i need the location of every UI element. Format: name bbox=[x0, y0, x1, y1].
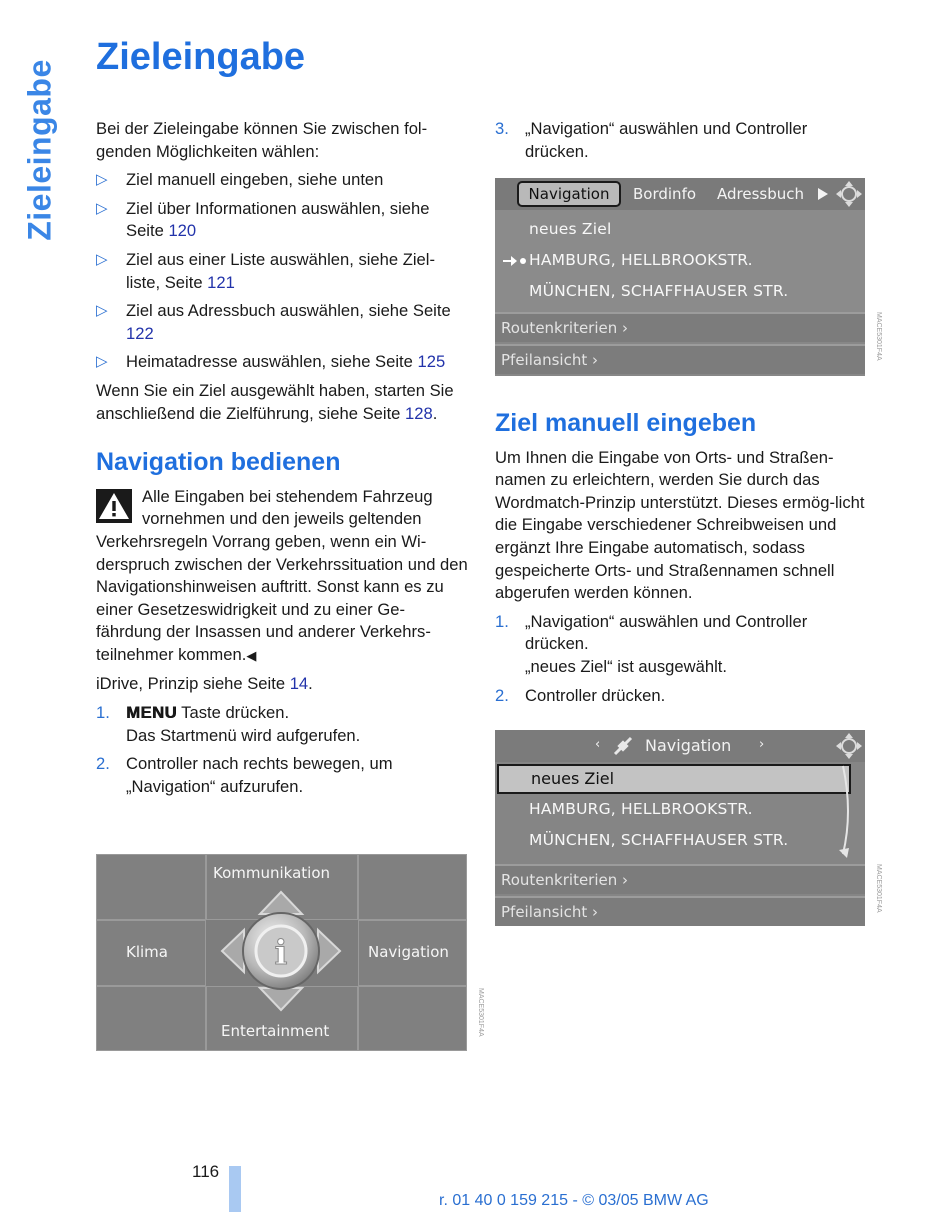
page-link[interactable]: 125 bbox=[417, 352, 446, 372]
list-item-muenchen: MÜNCHEN, SCHAFFHAUSER STR. bbox=[529, 831, 789, 849]
right-column bbox=[495, 118, 867, 169]
list-item: ▷ Ziel manuell eingeben, siehe unten bbox=[96, 169, 468, 192]
bullet-triangle-icon: ▷ bbox=[96, 250, 108, 268]
page-link[interactable]: 120 bbox=[168, 221, 197, 241]
image-id-label: MACE5301F4A bbox=[875, 864, 882, 913]
page-link[interactable]: 121 bbox=[207, 272, 235, 292]
page-title: Zieleingabe bbox=[96, 36, 306, 78]
bullet-triangle-icon: ▷ bbox=[96, 353, 108, 371]
tab-bar bbox=[495, 178, 865, 210]
side-tab-label: Zieleingabe bbox=[21, 59, 58, 241]
page-number: 116 bbox=[192, 1162, 220, 1181]
list-item-hamburg: HAMBURG, HELLBROOKSTR. bbox=[529, 251, 753, 269]
selected-item-new-destination: neues Ziel bbox=[497, 764, 851, 794]
menu-key-label: MENU bbox=[126, 703, 177, 723]
footer-bar bbox=[229, 1166, 241, 1212]
section-heading-manual: Ziel manuell eingeben bbox=[495, 409, 757, 437]
menu-item-kommunikation: Kommunikation bbox=[213, 864, 331, 882]
screen-header bbox=[495, 730, 865, 762]
tab-bordinfo: Bordinfo bbox=[633, 185, 697, 203]
wordmatch-text: Um Ihnen die Eingabe von Orts- und Straßen-namen zu erleichtern, werden Sie durch das Wordmatch-Prinzip unterstützt. Dieses ermög-licht die Eingabe verschiedener Schreibweisen und ergänzt Ihre Eingabe automatisch, sodass gespeicherte Orts- und Straßennamen schnell abgerufen werden können. bbox=[495, 447, 865, 603]
page-link[interactable]: 122 bbox=[126, 323, 154, 343]
step-item: 3. „Navigation“ auswählen und Controller drücken. bbox=[495, 119, 808, 161]
menu-pfeilansicht: Pfeilansicht › bbox=[495, 344, 865, 374]
scroll-arc-icon bbox=[839, 764, 857, 860]
step-item: 1. „Navigation“ auswählen und Controller drücken. „neues Ziel“ ist ausgewählt. bbox=[495, 611, 808, 676]
list-item: ▷ Ziel aus einer Liste auswählen, siehe Ziel-liste, Seite 121 bbox=[96, 249, 435, 292]
menu-pfeilansicht: Pfeilansicht › bbox=[495, 896, 865, 926]
bullet-triangle-icon: ▷ bbox=[96, 199, 108, 217]
list-item-muenchen: MÜNCHEN, SCHAFFHAUSER STR. bbox=[529, 282, 789, 300]
step-item: 1. MENU Taste drücken. Das Startmenü wird aufgerufen. bbox=[96, 703, 361, 745]
warning-block: Alle Eingaben bei stehendem Fahrzeug vornehmen und den jeweils geltenden Verkehrsregeln Vorrang geben, wenn ein Wi-derspruch zwischen der Verkehrssituation und den Navigationshinweisen auftritt. Sonst kann es zu einer Gesetzeswidrigkeit und zu einer Ge-fährdung der Insassen und anderer Verkehrs-teilnehmer kommen.◀ bbox=[96, 486, 468, 664]
navigation-menu-screen bbox=[495, 730, 865, 926]
bullet-triangle-icon: ▷ bbox=[96, 302, 108, 320]
svg-text:i: i bbox=[274, 933, 288, 973]
current-destination-arrow-icon bbox=[503, 255, 527, 267]
left-column bbox=[96, 118, 468, 804]
warning-icon bbox=[96, 489, 132, 523]
chevron-right-icon: › bbox=[759, 737, 765, 752]
list-item: ▷ Ziel aus Adressbuch auswählen, siehe Seite 122 bbox=[96, 301, 451, 343]
intro-text: Bei der Zieleingabe können Sie zwischen fol-genden Möglichkeiten wählen: bbox=[96, 119, 428, 161]
copyright-text: r. 01 40 0 159 215 - © 03/05 BMW AG bbox=[439, 1192, 709, 1209]
side-chapter-tab bbox=[18, 40, 62, 260]
idrive-text: iDrive, Prinzip siehe Seite 14. bbox=[96, 674, 313, 694]
tab-navigation: Navigation bbox=[517, 181, 621, 207]
destination-list bbox=[495, 210, 865, 312]
end-mark-icon: ◀ bbox=[246, 647, 257, 663]
controller-knob-icon bbox=[214, 884, 348, 1018]
controller-symbol-icon bbox=[835, 180, 863, 208]
menu-item-entertainment: Entertainment bbox=[221, 1022, 330, 1040]
satellite-icon bbox=[611, 734, 635, 758]
list-item: ▷ Ziel über Informationen auswählen, siehe Seite 120 bbox=[96, 198, 430, 241]
after-bullets-text: Wenn Sie ein Ziel ausgewählt haben, starten Sie anschließend die Zielführung, siehe Seite 128. bbox=[96, 380, 454, 423]
list-item: ▷ Heimatadresse auswählen, siehe Seite 125 bbox=[96, 351, 468, 374]
image-id-label: MACE5301F4A bbox=[875, 312, 882, 361]
tab-adressbuch: Adressbuch bbox=[717, 185, 804, 203]
bullet-triangle-icon: ▷ bbox=[96, 171, 108, 189]
menu-item-navigation: Navigation bbox=[368, 943, 449, 961]
page-link[interactable]: 14 bbox=[289, 674, 309, 694]
section-heading-navigation: Navigation bedienen bbox=[96, 448, 341, 477]
right-column-lower bbox=[495, 398, 867, 713]
image-id-label: MACE5301F4A bbox=[477, 988, 484, 1037]
chevron-left-icon: ‹ bbox=[595, 737, 601, 752]
controller-symbol-icon bbox=[835, 732, 863, 760]
arrow-right-icon bbox=[817, 187, 829, 201]
list-item-new-destination: neues Ziel bbox=[529, 220, 612, 238]
step-item: 2. Controller drücken. bbox=[495, 685, 666, 705]
menu-routenkriterien: Routenkriterien › bbox=[495, 864, 865, 894]
menu-item-klima: Klima bbox=[126, 943, 168, 961]
controller-menu-screen bbox=[96, 854, 467, 1051]
menu-routenkriterien: Routenkriterien › bbox=[495, 312, 865, 342]
navigation-tab-screen bbox=[495, 178, 865, 376]
step-item: 2. Controller nach rechts bewegen, um „Navigation“ aufzurufen. bbox=[96, 754, 393, 796]
list-item-hamburg: HAMBURG, HELLBROOKSTR. bbox=[529, 800, 753, 818]
page-link[interactable]: 128 bbox=[405, 403, 433, 423]
screen-title: Navigation bbox=[645, 736, 732, 755]
